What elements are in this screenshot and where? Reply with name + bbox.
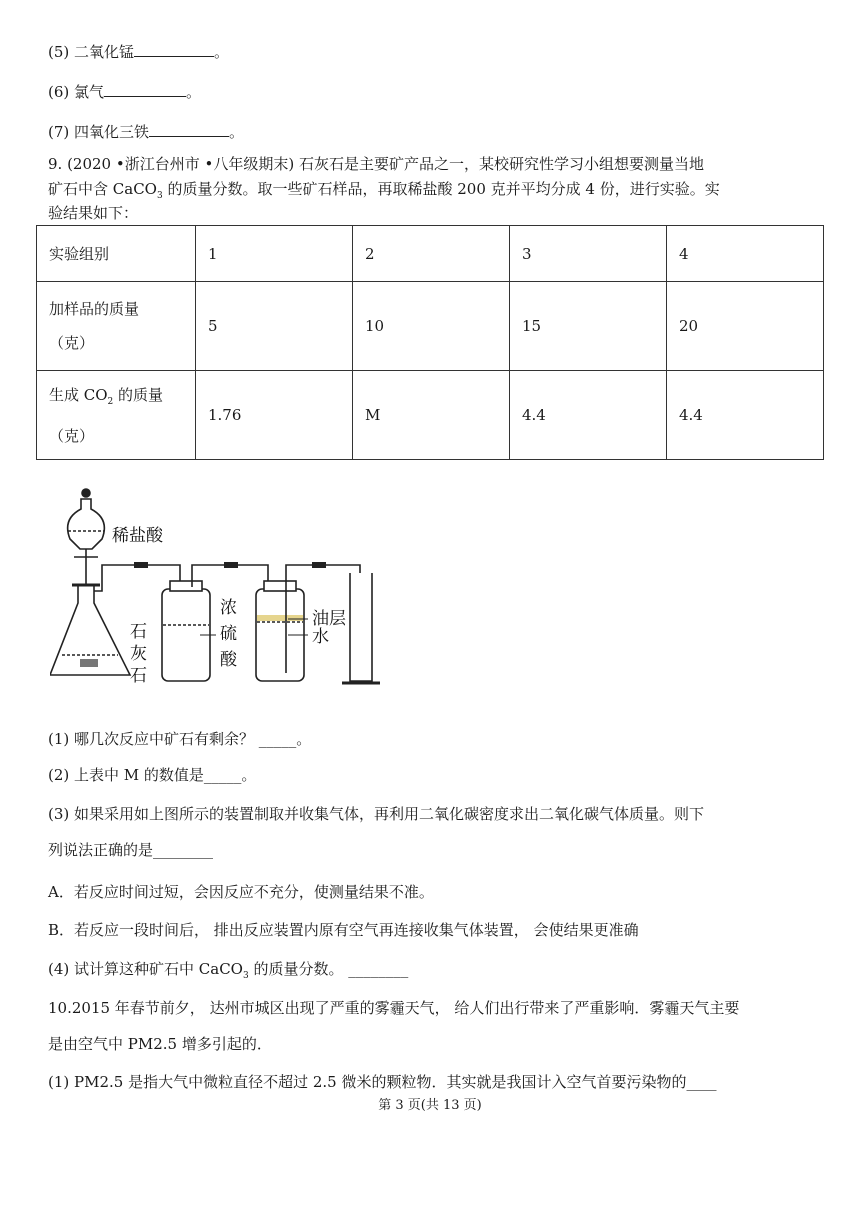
funnel-stopper [82,489,90,497]
item-5-blank[interactable] [134,56,214,57]
q9-sub1: (1) 哪几次反应中矿石有剩余？ _____。 [48,730,312,748]
label-sulfuric-2: 硫 [220,624,237,644]
item-7-text: 四氧化三铁 [74,123,150,141]
label-limestone-2: 灰 [130,644,147,664]
table-row-label: 加样品的质量 （克） [37,282,196,371]
table-cell: 1.76 [196,371,353,460]
table-row-label: 生成 $CO_2$ 的质量 （克） [37,371,196,460]
graduated-cylinder [350,573,372,681]
q9-sub4: (4) 试计算这种矿石中 CaCO$_3$ 的质量分数。 ________ [48,960,409,981]
table-cell: 4 [667,226,824,282]
q9-line2: 矿石中含 CaCO$_3$ 的质量分数。取一些矿石样品，再取稀盐酸 200 克并平均分成 4 份，进行实验。实 [48,180,720,201]
table-cell: 4.4 [667,371,824,460]
q9-line1: 9. (2020 •浙江台州市 •八年级期末) 石灰石是主要矿产品之一，某校研究性学习小组想要测量当地 [48,155,704,173]
item-7-blank[interactable] [149,136,229,137]
q9-sub2: (2) 上表中 M 的数值是_____。 [48,766,257,784]
q9-option-b: B．若反应一段时间后， 排出反应装置内原有空气再连接收集气体装置， 会使结果更准确 [48,921,639,939]
table-cell: 3 [510,226,667,282]
oil-layer [257,615,303,621]
label-sulfuric-1: 浓 [220,598,237,618]
q10-line1: 10.2015 年春节前夕， 达州市城区出现了严重的雾霾天气， 给人们出行带来了严重影响．雾霾天气主要 [48,999,740,1017]
item-5-text: 二氧化锰 [74,43,135,61]
page-footer: 第 3 页(共 13 页) [378,1098,482,1113]
label-oil: 油层 [312,609,346,629]
q10-line3: (1) PM2.5 是指大气中微粒直径不超过 2.5 微米的颗粒物．其实就是我国计入空气首要污染物的____ [48,1073,717,1091]
item-5-num: (5) [48,43,70,61]
table-row [37,371,824,460]
label-limestone-3: 石 [130,666,147,686]
table-cell: M [353,371,510,460]
label-water: 水 [312,627,329,647]
label-limestone-1: 石 [130,622,147,642]
table-cell: 10 [353,282,510,371]
table-row [37,226,824,282]
table-cell: 1 [196,226,353,282]
experiment-table [36,225,824,460]
table-cell: 4.4 [510,371,667,460]
table-cell: 15 [510,282,667,371]
table-cell: 20 [667,282,824,371]
item-6-text: 氯气 [74,83,105,101]
apparatus-diagram [50,485,400,695]
q9-sub3-line2: 列说法正确的是________ [48,841,214,859]
table-cell: 5 [196,282,353,371]
table-row [37,282,824,371]
separatory-funnel [68,499,105,549]
q9-sub3-line1: (3) 如果采用如上图所示的装置制取并收集气体，再利用二氧化碳密度求出二氧化碳气体质量。则下 [48,805,705,823]
item-7-num: (7) [48,123,70,141]
label-acid: 稀盐酸 [112,526,163,546]
item-6-blank[interactable] [104,96,186,97]
table-header-label: 实验组别 [37,226,196,282]
table-cell: 2 [353,226,510,282]
item-7: (7) 四氧化三铁 。 [48,123,245,141]
item-6-num: (6) [48,83,70,101]
item-6: (6) 氯气 。 [48,83,202,101]
q9-line3: 验结果如下： [48,204,139,222]
q10-line2: 是由空气中 PM2.5 增多引起的． [48,1035,272,1053]
q9-option-a: A．若反应时间过短，会因反应不充分，使测量结果不准。 [48,883,434,901]
label-sulfuric-3: 酸 [220,650,237,670]
item-5: (5) 二氧化锰 。 [48,43,230,61]
